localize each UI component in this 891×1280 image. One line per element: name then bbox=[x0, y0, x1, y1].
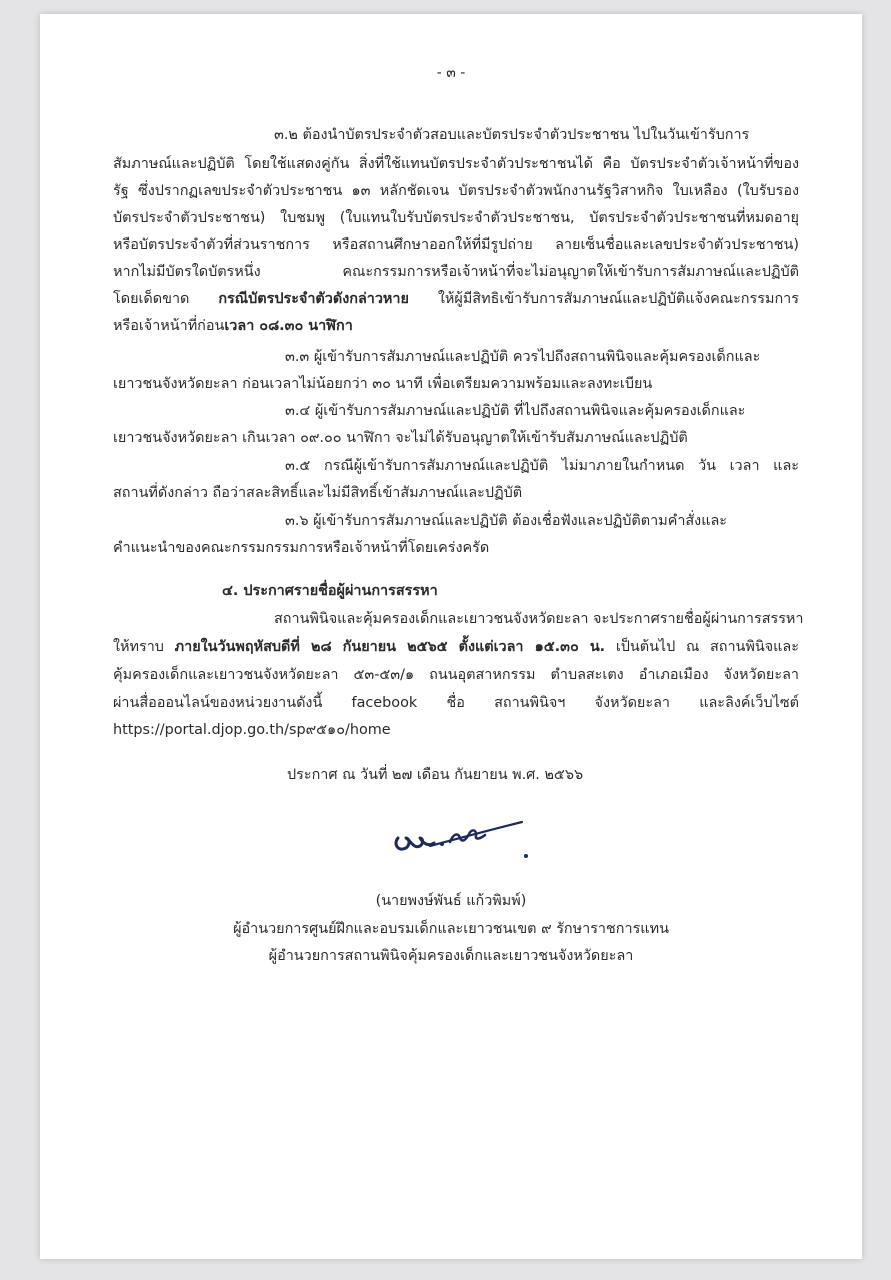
s35-line-2: สถานที่ดังกล่าว ถือว่าสละสิทธิ์และไม่มีสิทธิ์เข้าสัมภาษณ์และปฏิบัติ bbox=[113, 485, 523, 501]
lost-card-note: กรณีบัตรประจำตัวดังกล่าวหาย bbox=[218, 291, 409, 307]
s32-line-7 bbox=[113, 288, 799, 310]
s36-line-2: คำแนะนำของคณะกรรมกรรมการหรือเจ้าหน้าที่โดยเคร่งครัด bbox=[113, 540, 490, 556]
deadline-time: เวลา ๐๘.๓๐ นาฬิกา bbox=[224, 318, 353, 334]
signer-title-1: ผู้อำนวยการศูนย์ฝึกและอบรมเด็กและเยาวชนเขต ๙ รักษาราชการแทน bbox=[233, 921, 669, 937]
s32-line-5: หรือบัตรประจำตัวที่ส่วนราชการ หรือสถานศึกษาออกให้ที่มีรูปถ่าย ลายเซ็นชื่อและเลขประจำตัวประชาชน) bbox=[113, 237, 799, 253]
announce-date-line: ประกาศ ณ วันที่ ๒๗ เดือน กันยายน พ.ศ. ๒๕๖๖ bbox=[287, 767, 584, 783]
s36-line-1: ๓.๖ ผู้เข้ารับการสัมภาษณ์และปฏิบัติ ต้องเชื่อฟังและปฏิบัติตามคำสั่งและ bbox=[285, 513, 728, 529]
s35-line-1: ๓.๕ กรณีผู้เข้ารับการสัมภาษณ์และปฏิบัติ ไม่มาภายในกำหนด วัน เวลา และ bbox=[285, 458, 799, 474]
page-number: - ๓ - bbox=[436, 65, 466, 81]
s33-line-1: ๓.๓ ผู้เข้ารับการสัมภาษณ์และปฏิบัติ ควรไปถึงสถานพินิจและคุ้มครองเด็กและ bbox=[285, 349, 761, 365]
signer-title-2: ผู้อำนวยการสถานพินิจคุ้มครองเด็กและเยาวชนจังหวัดยะลา bbox=[268, 948, 634, 964]
section-4-heading: ๔. ประกาศรายชื่อผู้ผ่านการสรรหา bbox=[222, 583, 438, 599]
s4-line-1: สถานพินิจและคุ้มครองเด็กและเยาวชนจังหวัดยะลา จะประกาศรายชื่อผู้ผ่านการสรรหา bbox=[274, 611, 804, 627]
s33-line-2: เยาวชนจังหวัดยะลา ก่อนเวลาไม่น้อยกว่า ๓๐ นาที เพื่อเตรียมความพร้อมและลงทะเบียน bbox=[113, 376, 653, 392]
document-page bbox=[40, 14, 862, 1259]
s32-line-1: ๓.๒ ต้องนำบัตรประจำตัวสอบและบัตรประจำตัวประชาชน ไปในวันเข้ารับการ bbox=[274, 127, 750, 143]
announcement-date: ภายในวันพฤหัสบดีที่ ๒๘ กันยายน ๒๕๖๕ ตั้งแต่เวลา ๑๕.๓๐ น. bbox=[174, 639, 606, 655]
s32-line-6: หากไม่มีบัตรใดบัตรหนึ่ง คณะกรรมการหรือเจ้าหน้าที่จะไม่อนุญาตให้เข้ารับการสัมภาษณ์และปฏิบัติ bbox=[113, 264, 799, 280]
s32-line-8 bbox=[113, 315, 799, 337]
s4-line-2 bbox=[113, 636, 799, 658]
s32-line-7c: ให้ผู้มีสิทธิเข้ารับการสัมภาษณ์และปฏิบัติแจ้งคณะกรรมการ bbox=[408, 291, 799, 307]
s4-line-2c: เป็นต้นไป ณ สถานพินิจและ bbox=[605, 639, 799, 655]
s4-line-2a: ให้ทราบ bbox=[113, 639, 175, 655]
s4-line-3: คุ้มครองเด็กและเยาวชนจังหวัดยะลา ๕๓-๕๓/๑ ถนนอุตสาหกรรม ตำบลสะเตง อำเภอเมือง จังหวัดยะลา bbox=[113, 667, 799, 683]
s32-line-3: รัฐ ซึ่งปรากฏเลขประจำตัวประชาชน ๑๓ หลักชัดเจน บัตรประจำตัวพนักงานรัฐวิสาหกิจ ใบเหลือง (ใบรับรอง bbox=[113, 183, 799, 199]
s32-line-8a: หรือเจ้าหน้าที่ก่อน bbox=[113, 318, 225, 334]
s32-line-4: บัตรประจำตัวประชาชน) ใบชมพู (ใบแทนใบรับบัตรประจำตัวประชาชน, บัตรประจำตัวประชาชนที่หมดอายุ bbox=[113, 210, 799, 226]
s32-line-2: สัมภาษณ์และปฏิบัติ โดยใช้แสดงคู่กัน สิ่งที่ใช้แทนบัตรประจำตัวประชาชนได้ คือ บัตรประจำตัวเจ้าหน้าที่ของ bbox=[113, 156, 799, 172]
s34-line-2: เยาวชนจังหวัดยะลา เกินเวลา ๐๙.๐๐ นาฬิกา จะไม่ได้รับอนุญาตให้เข้ารับสัมภาษณ์และปฏิบัติ bbox=[113, 430, 688, 446]
signature-image bbox=[390, 816, 530, 866]
signer-name: (นายพงษ์พันธ์ แก้วพิมพ์) bbox=[375, 893, 527, 909]
s32-line-7a: โดยเด็ดขาด bbox=[113, 291, 219, 307]
s4-line-4: ผ่านสื่อออนไลน์ของหน่วยงานดังนี้ facebook ชื่อ สถานพินิจฯ จังหวัดยะลา และลิงค์เว็บไซต์ bbox=[113, 695, 799, 711]
website-link[interactable]: https://portal.djop.go.th/sp๙๕๑๐/home bbox=[113, 722, 391, 738]
s34-line-1: ๓.๔ ผู้เข้ารับการสัมภาษณ์และปฏิบัติ ที่ไปถึงสถานพินิจและคุ้มครองเด็กและ bbox=[285, 403, 746, 419]
